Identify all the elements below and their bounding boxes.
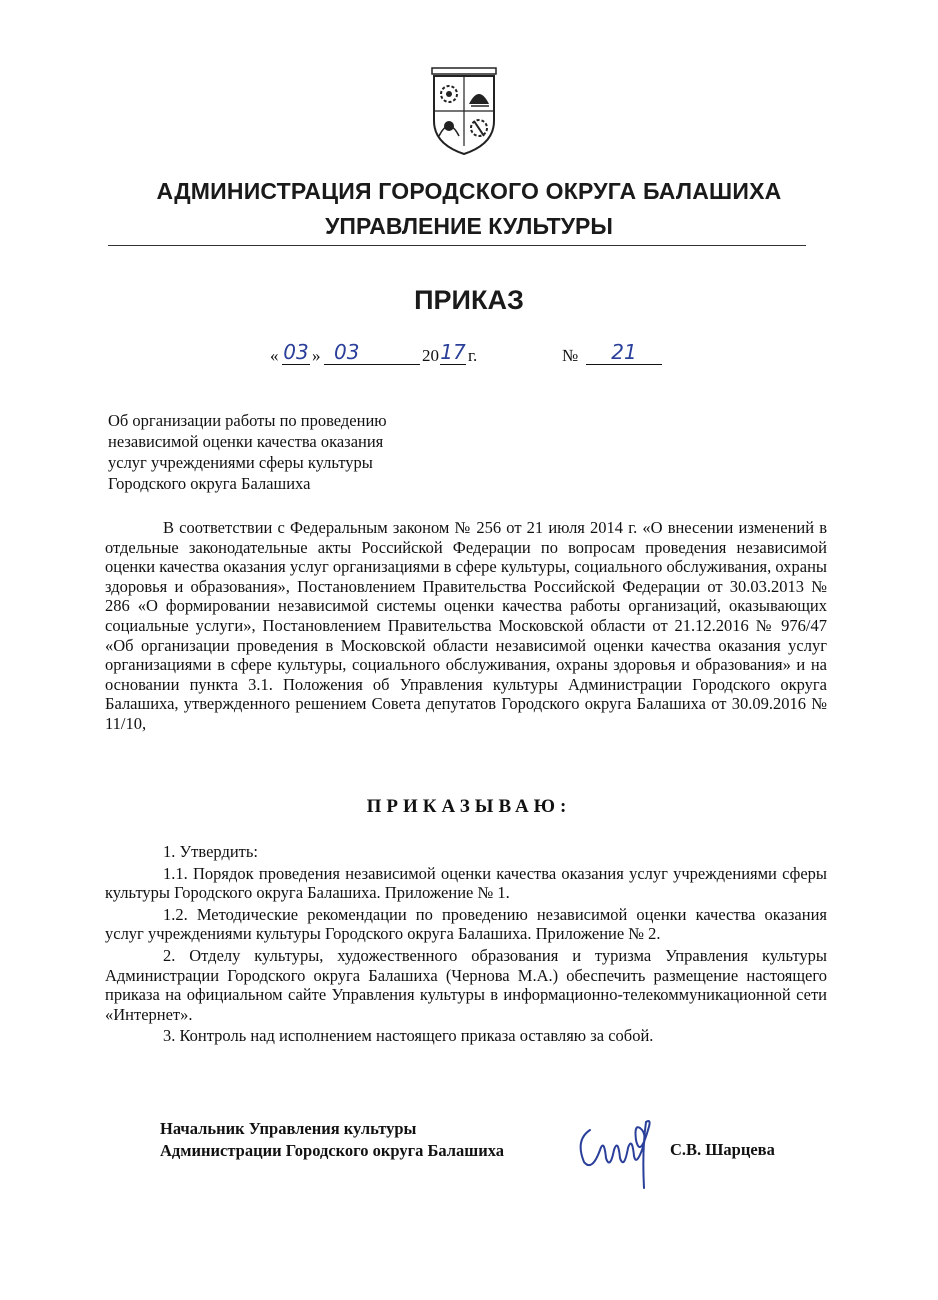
order-number: 21 — [586, 340, 662, 365]
handwritten-signature-icon — [570, 1100, 670, 1190]
date-month: 03 — [324, 340, 420, 365]
date-year-abbrev: г. — [468, 346, 478, 365]
document-type-title: ПРИКАЗ — [414, 285, 524, 315]
department-title: УПРАВЛЕНИЕ КУЛЬТУРЫ — [325, 213, 613, 239]
coat-of-arms-icon — [429, 66, 499, 156]
subject-line: независимой оценки качества оказания — [108, 432, 384, 451]
date-year-prefix: 20 — [422, 346, 439, 365]
date-number-line — [0, 338, 938, 372]
order-item: 1. Утвердить: — [163, 842, 258, 861]
order-item: 2. Отделу культуры, художественного образования и туризма Управления культуры Администрации Городского округа Балашиха (Чернова М.А.) обеспечить размещение настоящего приказа на официальном сайте Управления культуры в информационно-телекоммуникационной сети «Интернет». — [105, 945, 827, 1024]
order-item: 3. Контроль над исполнением настоящего приказа оставляю за собой. — [163, 1026, 654, 1046]
signatory-title-line: Начальник Управления культуры — [160, 1119, 417, 1138]
order-items — [105, 842, 827, 1048]
number-label: № — [562, 346, 579, 365]
subject-line: Об организации работы по проведению — [108, 411, 387, 430]
order-item: 1.2. Методические рекомендации по проведению независимой оценки качества оказания услуг учреждениями культуры Городского округа Балашиха. Приложение № 2. — [105, 904, 827, 944]
order-subject — [108, 410, 468, 494]
subject-line: Городского округа Балашиха — [108, 474, 311, 493]
signatory-title-line: Администрации Городского округа Балашиха — [160, 1141, 505, 1160]
subject-line: услуг учреждениями сферы культуры — [108, 453, 373, 472]
date-year-suffix: 17 — [440, 340, 466, 364]
date-close-quote: » — [312, 346, 321, 365]
preamble-paragraph: В соответствии с Федеральным законом № 256 от 21 июля 2014 г. «О внесении изменений в отдельные законодательные акты Российской Федерации по вопросам проведения независимой оценки качества оказания услуг организациями в сфере культуры, социального обслуживания, охраны здоровья и образования», Постановлением Правительства Российской Федерации от 30.03.2013 № 286 «О формировании независимой системы оценки качества работы организаций, оказывающих социальные услуги», Постановлением Правительства Московской области от 21.12.2016 № 976/47 «Об организации проведения в Московской области независимой оценки качества оказания услуг организациями в сфере культуры, социального обслуживания, охраны здоровья и образования» и на основании пункта 3.1. Положения об Управления культуры Администрации Городского округа Балашиха, утвержденного решением Совета депутатов Городского округа Балашиха от 30.09.2016 № 11/10, — [105, 518, 827, 733]
date-day: 03 — [283, 340, 309, 364]
order-item: 1.1. Порядок проведения независимой оценки качества оказания услуг учреждениями сферы культуры Городского округа Балашиха. Приложение № 1. — [105, 863, 827, 903]
signatory-name: С.В. Шарцева — [670, 1140, 775, 1159]
administration-title: АДМИНИСТРАЦИЯ ГОРОДСКОГО ОКРУГА БАЛАШИХА — [156, 178, 782, 204]
order-word-heading: ПРИКАЗЫВАЮ: — [366, 796, 572, 817]
header-divider — [108, 245, 806, 246]
signatory-title — [160, 1118, 504, 1162]
date-open-quote: « — [270, 346, 279, 365]
